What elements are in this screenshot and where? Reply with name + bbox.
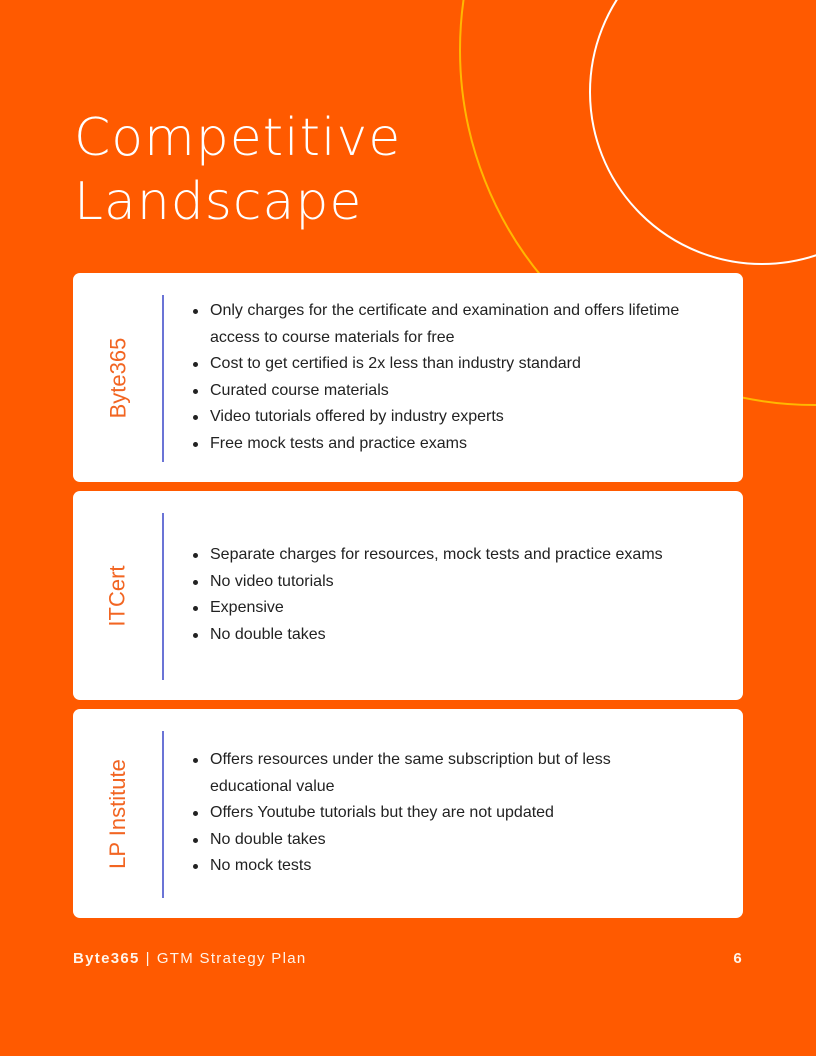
list-item: Offers Youtube tutorials but they are not updated — [191, 800, 633, 827]
competitor-name-container — [73, 709, 163, 918]
vertical-divider — [162, 295, 164, 462]
list-item: Curated course materials — [191, 378, 703, 405]
footer-doc-title: GTM Strategy Plan — [156, 950, 307, 967]
list-item: Video tutorials offered by industry experts — [191, 404, 703, 431]
list-item: Expensive — [191, 595, 703, 622]
page-footer — [73, 950, 743, 967]
list-item: No video tutorials — [191, 569, 703, 596]
competitor-card-byte365 — [73, 273, 743, 482]
footer-title — [73, 950, 307, 967]
feature-list — [191, 747, 633, 880]
page-number: 6 — [733, 950, 743, 967]
competitor-name-container — [73, 491, 163, 700]
footer-brand: Byte365 — [73, 950, 140, 967]
list-item: No mock tests — [191, 853, 633, 880]
competitor-name: LP Institute — [105, 758, 131, 869]
vertical-divider — [162, 513, 164, 680]
competitor-card-itcert — [73, 491, 743, 700]
competitor-card-lp-institute — [73, 709, 743, 918]
list-item: No double takes — [191, 622, 703, 649]
page-title-line1: Competitive — [74, 108, 402, 168]
competitor-name-container — [73, 273, 163, 482]
footer-separator: | — [145, 950, 151, 967]
feature-list — [191, 542, 703, 648]
competitor-name: ITCert — [105, 564, 130, 627]
list-item: Cost to get certified is 2x less than industry standard — [191, 351, 703, 378]
page-title-line2: Landscape — [74, 172, 363, 232]
list-item: No double takes — [191, 827, 633, 854]
competitor-name: Byte365 — [104, 337, 130, 418]
white-circle-outline — [590, 0, 816, 264]
list-item: Offers resources under the same subscription but of less educational value — [191, 747, 633, 800]
list-item: Only charges for the certificate and examination and offers lifetime access to course materials for free — [191, 298, 703, 351]
feature-list — [191, 298, 703, 457]
page-title — [74, 106, 401, 234]
list-item: Free mock tests and practice exams — [191, 431, 703, 458]
vertical-divider — [162, 731, 164, 898]
list-item: Separate charges for resources, mock tests and practice exams — [191, 542, 703, 569]
